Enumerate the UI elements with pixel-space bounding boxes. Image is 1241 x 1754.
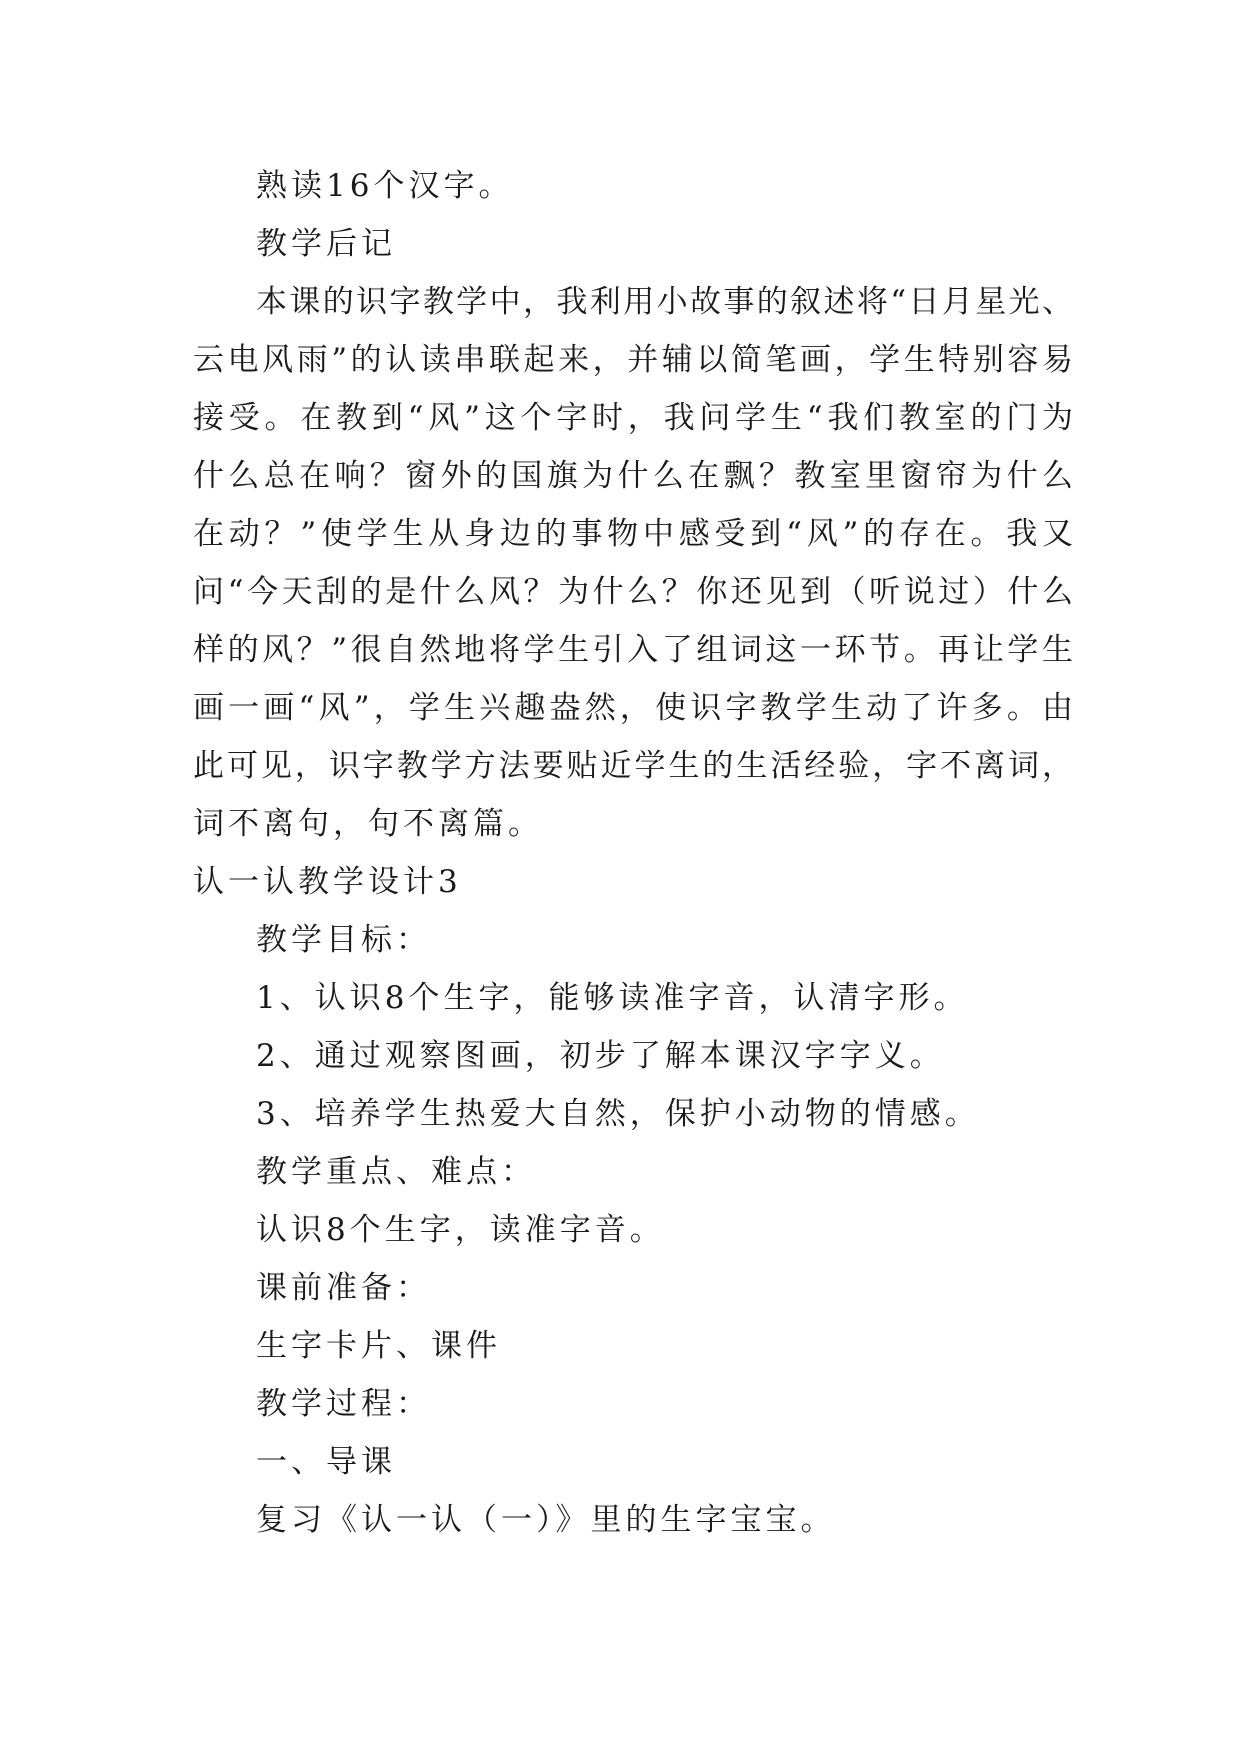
paragraph-line: 在动？”使学生从身边的事物中感受到“风”的存在。我又 [193, 516, 1073, 552]
paragraph-line: 样的风？”很自然地将学生引入了组词这一环节。再让学生 [193, 632, 1073, 668]
list-item: 2、通过观察图画，初步了解本课汉字字义。 [256, 1038, 945, 1074]
section-heading: 课前准备： [256, 1270, 431, 1306]
paragraph-line: 云电风雨”的认读串联起来，并辅以简笔画，学生特别容易 [193, 342, 1073, 378]
document-title: 认一认教学设计3 [193, 864, 462, 900]
paragraph-line: 此可见，识字教学方法要贴近学生的生活经验，字不离词， [193, 748, 1073, 784]
section-heading: 教学目标： [256, 922, 431, 958]
paragraph-line: 生字卡片、课件 [256, 1328, 501, 1364]
paragraph-line: 接受。在教到“风”这个字时，我问学生“我们教室的门为 [193, 400, 1073, 436]
paragraph-line: 词不离句，句不离篇。 [193, 806, 543, 842]
paragraph-line: 认识8个生字，读准字音。 [256, 1212, 665, 1248]
paragraph-line: 复习《认一认（一）》里的生字宝宝。 [256, 1502, 836, 1538]
list-item: 1、认识8个生字，能够读准字音，认清字形。 [256, 980, 969, 1016]
section-heading: 教学重点、难点： [256, 1154, 536, 1190]
list-item: 3、培养学生热爱大自然，保护小动物的情感。 [256, 1096, 980, 1132]
subsection-heading: 一、导课 [256, 1444, 396, 1480]
paragraph-line: 本课的识字教学中，我利用小故事的叙述将“日月星光、 [256, 284, 1073, 320]
section-heading: 教学过程： [256, 1386, 431, 1422]
section-heading: 教学后记 [256, 226, 396, 262]
paragraph-line: 问“今天刮的是什么风？为什么？你还见到（听说过）什么 [193, 574, 1073, 610]
paragraph-line: 什么总在响？窗外的国旗为什么在飘？教室里窗帘为什么 [193, 458, 1073, 494]
paragraph-line: 熟读16个汉字。 [256, 168, 514, 204]
paragraph-line: 画一画“风”，学生兴趣盎然，使识字教学生动了许多。由 [193, 690, 1073, 726]
